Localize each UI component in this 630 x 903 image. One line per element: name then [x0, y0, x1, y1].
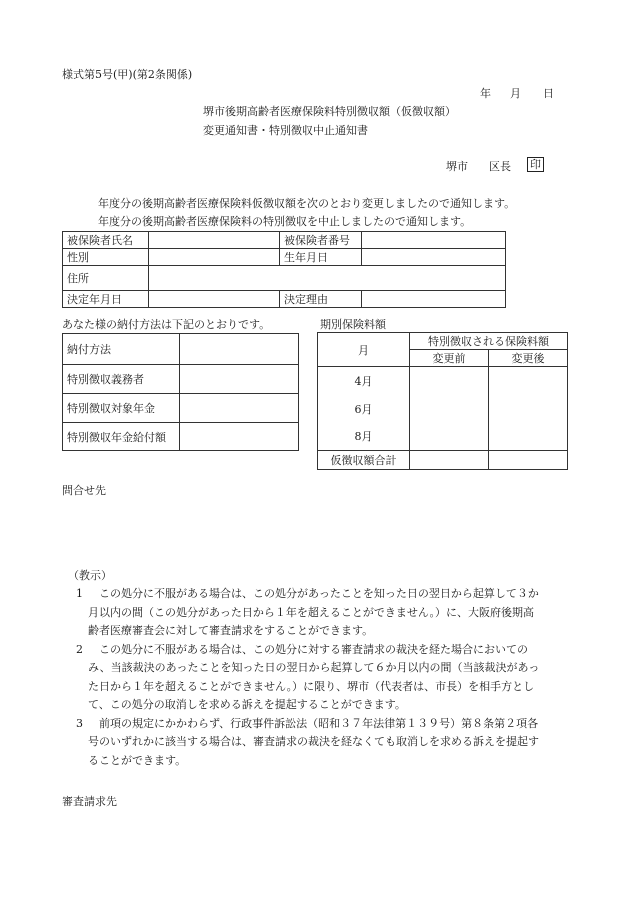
instruction-number: 1	[76, 587, 83, 600]
issuer-title: 区長	[489, 160, 511, 173]
instruction-line: た日から１年を超えることができません。）に限り、堺市（代表者は、市長）を相手方とし	[88, 679, 535, 693]
after-change-header: 変更後	[489, 350, 568, 367]
payment-method-table	[62, 333, 299, 451]
before-change-amounts	[410, 367, 489, 451]
decision-reason-value	[362, 291, 506, 308]
after-change-amounts	[489, 367, 568, 451]
review-request-label: 審査請求先	[62, 795, 117, 808]
decision-date-value	[149, 291, 280, 308]
insured-name-value	[149, 232, 280, 249]
insured-info-table	[62, 231, 506, 308]
pension-amount-value	[180, 423, 299, 451]
decision-date-label: 決定年月日	[63, 291, 149, 308]
instruction-line: て、この処分の取消しを求める訴えを提起することができます。	[88, 698, 406, 711]
instruction-line: 齢者医療審査会に対して審査請求をすることができます。	[88, 624, 374, 637]
issuer-city: 堺市	[446, 160, 468, 173]
address-label: 住所	[63, 266, 149, 291]
period-premium-table	[317, 332, 568, 470]
instruction-line: 前項の規定にかかわらず、行政事件訴訟法（昭和３７年法律第１３９号）第８条第２項各	[99, 716, 539, 730]
issuer-seal	[527, 157, 544, 172]
instruction-line: この処分に不服がある場合は、この処分に対する審査請求の裁決を経た場合においての	[99, 642, 528, 656]
instruction-number: 2	[76, 642, 83, 656]
instruction-number: 3	[76, 716, 83, 730]
gender-label: 性別	[63, 249, 149, 266]
instruction-section	[68, 567, 558, 770]
inquiry-label: 問合せ先	[62, 484, 106, 497]
instruction-line: み、当該裁決のあったことを知った日の翌日から起算して６か月以内の間（当該裁決があっ	[88, 661, 540, 674]
payment-method-caption: あなた様の納付方法は下記のとおりです。	[62, 318, 271, 331]
intro-text-stop: 年度分の後期高齢者医療保険料の特別徴収を中止しましたので通知します。	[98, 215, 472, 228]
payment-method-label: 納付方法	[63, 334, 180, 365]
insured-name-label: 被保険者氏名	[63, 232, 149, 249]
decision-reason-label: 決定理由	[280, 291, 362, 308]
collection-obligor-label: 特別徴収義務者	[63, 365, 180, 394]
provisional-total-label: 仮徴収額合計	[318, 451, 410, 470]
collection-obligor-value	[180, 365, 299, 394]
before-change-header: 変更前	[410, 350, 489, 367]
month-august: 8月	[318, 423, 410, 451]
payment-method-value	[180, 334, 299, 365]
address-value	[149, 266, 506, 291]
instruction-line: ることができます。	[88, 753, 187, 767]
month-header: 月	[318, 333, 410, 367]
gender-value	[149, 249, 280, 266]
month-june: 6月	[318, 395, 410, 423]
insured-number-label: 被保険者番号	[280, 232, 362, 249]
provisional-total-after	[489, 451, 568, 470]
date-year-label: 年	[480, 87, 491, 100]
instruction-line: 月以内の間（この処分があった日から１年を超えることができません。）に、大阪府後期高	[88, 605, 535, 619]
target-pension-label: 特別徴収対象年金	[63, 394, 180, 423]
pension-amount-label: 特別徴収年金給付額	[63, 423, 180, 451]
instruction-line: 号のいずれかに該当する場合は、審査請求の裁決を経なくても取消しを求める訴えを提起す	[88, 735, 539, 748]
instruction-item-3	[68, 715, 558, 771]
document-title-line2: 変更通知書・特別徴収中止通知書	[203, 124, 368, 137]
birth-date-label: 生年月日	[280, 249, 362, 266]
instruction-heading: （教示）	[68, 569, 112, 582]
date-month-label: 月	[510, 87, 521, 100]
insured-number-value	[362, 232, 506, 249]
document-title-line1: 堺市後期高齢者医療保険料特別徴収額（仮徴収額）	[203, 105, 456, 118]
date-day-label: 日	[543, 87, 554, 100]
target-pension-value	[180, 394, 299, 423]
birth-date-value	[362, 249, 506, 266]
month-april: 4月	[318, 367, 410, 395]
period-premium-caption: 期別保険料額	[320, 318, 386, 331]
form-number-label: 様式第5号(甲)(第2条関係)	[62, 68, 193, 81]
instruction-line: この処分に不服がある場合は、この処分があったことを知った日の翌日から起算して３か	[99, 587, 539, 600]
provisional-total-before	[410, 451, 489, 470]
special-collection-header: 特別徴収される保険料額	[410, 333, 568, 350]
instruction-item-2	[68, 641, 558, 715]
seal-mark: 印	[527, 157, 544, 172]
intro-text-change: 年度分の後期高齢者医療保険料仮徴収額を次のとおり変更しましたので通知します。	[98, 197, 516, 210]
instruction-item-1	[68, 585, 558, 641]
